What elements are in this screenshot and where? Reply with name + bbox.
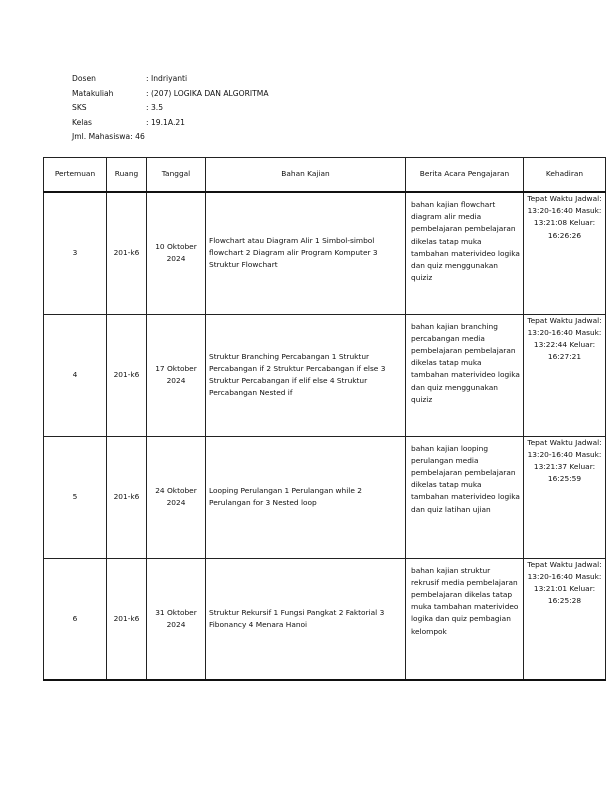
dosen-label: Dosen <box>72 74 96 83</box>
cell-bahan-kajian: Looping Perulangan 1 Perulangan while 2 Perulangan for 3 Nested loop <box>206 436 406 558</box>
table-row <box>44 558 606 680</box>
cell-tanggal: 17 Oktober 2024 <box>147 314 206 436</box>
cell-berita-acara: bahan kajian branching percabangan media pembelajaran pembelajaran dikelas tatap muka tambahan materivideo logika dan quiz menggunakan quiziz <box>406 314 524 436</box>
cell-bahan-kajian: Flowchart atau Diagram Alir 1 Simbol-simbol flowchart 2 Diagram alir Program Komputer 3 Struktur Flowchart <box>206 192 406 314</box>
header-tanggal: Tanggal <box>147 158 206 193</box>
header-ruang: Ruang <box>107 158 147 193</box>
cell-bahan-kajian: Struktur Rekursif 1 Fungsi Pangkat 2 Faktorial 3 Fibonancy 4 Menara Hanoi <box>206 558 406 680</box>
info-jml-mahasiswa <box>72 130 269 145</box>
header-pertemuan: Pertemuan <box>44 158 107 193</box>
cell-kehadiran: Tepat Waktu Jadwal: 13:20-16:40 Masuk: 13:21:01 Keluar: 16:25:28 <box>524 558 606 680</box>
cell-kehadiran: Tepat Waktu Jadwal: 13:20-16:40 Masuk: 13:21:37 Keluar: 16:25:59 <box>524 436 606 558</box>
course-info <box>72 72 269 145</box>
cell-bahan-kajian: Struktur Branching Percabangan 1 Struktur Percabangan if 2 Struktur Percabangan if else 3 Struktur Percabangan if elif else 4 Struktur Percabangan Nested if <box>206 314 406 436</box>
table-row <box>44 192 606 314</box>
info-sks <box>72 101 269 116</box>
sks-label: SKS <box>72 103 87 112</box>
header-berita-acara: Berita Acara Pengajaran <box>406 158 524 193</box>
attendance-table <box>43 157 606 681</box>
cell-ruang: 201-k6 <box>107 192 147 314</box>
cell-berita-acara: bahan kajian looping perulangan media pembelajaran pembelajaran dikelas tatap muka tambahan materivideo logika dan quiz latihan ujian <box>406 436 524 558</box>
info-matakuliah <box>72 87 269 102</box>
matakuliah-value: : (207) LOGIKA DAN ALGORITMA <box>146 88 269 98</box>
cell-pertemuan: 5 <box>44 436 107 558</box>
jml-label: Jml. Mahasiswa <box>72 132 131 141</box>
cell-tanggal: 24 Oktober 2024 <box>147 436 206 558</box>
info-kelas <box>72 116 269 131</box>
cell-ruang: 201-k6 <box>107 436 147 558</box>
dosen-value: : Indriyanti <box>146 74 188 83</box>
jml-value: : 46 <box>130 132 145 141</box>
matakuliah-label: Matakuliah <box>72 88 114 98</box>
cell-pertemuan: 6 <box>44 558 107 680</box>
cell-tanggal: 10 Oktober 2024 <box>147 192 206 314</box>
kelas-value: : 19.1A.21 <box>146 117 186 127</box>
cell-tanggal: 31 Oktober 2024 <box>147 558 206 680</box>
cell-pertemuan: 4 <box>44 314 107 436</box>
cell-berita-acara: bahan kajian struktur rekrusif media pembelajaran pembelajaran dikelas tatap muka tambahan materivideo logika dan quiz pembagian kelompok <box>406 558 524 680</box>
table-header-row <box>44 158 606 193</box>
kelas-label: Kelas <box>72 117 92 127</box>
cell-kehadiran: Tepat Waktu Jadwal: 13:20-16:40 Masuk: 13:21:08 Keluar: 16:26:26 <box>524 192 606 314</box>
table-row <box>44 314 606 436</box>
cell-berita-acara: bahan kajian flowchart diagram alir media pembelajaran pembelajaran dikelas tatap muka tambahan materivideo logika dan quiz menggunakan quiziz <box>406 192 524 314</box>
header-kehadiran: Kehadiran <box>524 158 606 193</box>
cell-pertemuan: 3 <box>44 192 107 314</box>
sks-value: : 3.5 <box>146 103 164 112</box>
cell-kehadiran: Tepat Waktu Jadwal: 13:20-16:40 Masuk: 13:22:44 Keluar: 16:27:21 <box>524 314 606 436</box>
table-row <box>44 436 606 558</box>
info-dosen <box>72 72 269 87</box>
cell-ruang: 201-k6 <box>107 314 147 436</box>
cell-ruang: 201-k6 <box>107 558 147 680</box>
header-bahan-kajian: Bahan Kajian <box>206 158 406 193</box>
